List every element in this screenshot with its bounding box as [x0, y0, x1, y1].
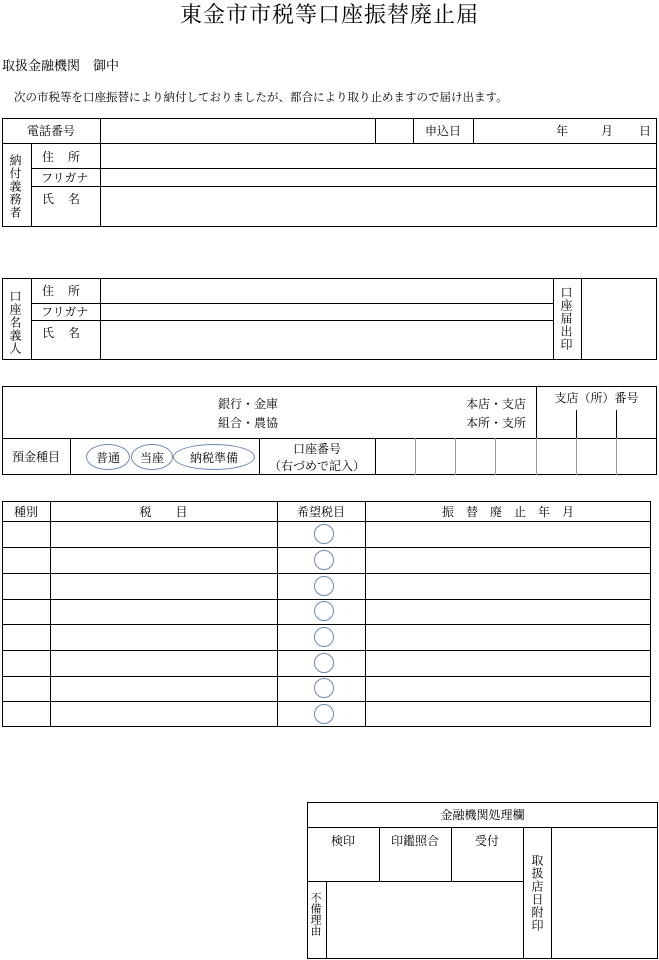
deposit-option-tax-reserve[interactable]: 納税準備 [173, 444, 255, 470]
seal-label: 口座届出印 [559, 286, 573, 351]
date-field[interactable] [474, 119, 656, 142]
col-header-cancel-date: 振 替 廃 止 年 月 [441, 505, 574, 519]
month-label: 月 [601, 124, 614, 138]
phone-field[interactable] [101, 119, 374, 142]
desired-tax-checkbox[interactable] [314, 550, 334, 570]
desired-tax-checkbox[interactable] [314, 704, 334, 724]
day-label: 日 [639, 124, 652, 138]
intro-text: 次の市税等を口座振替により納付しておりましたが、都合により取り止めますので届け出ます。 [14, 90, 508, 104]
taxpayer-address-label: 住 所 [42, 150, 82, 164]
desired-tax-checkbox[interactable] [314, 678, 334, 698]
desired-tax-checkbox[interactable] [314, 627, 334, 647]
taxpayer-address-field[interactable] [101, 144, 656, 167]
bank-types: 銀行・金庫 [218, 397, 279, 411]
holder-name-field[interactable] [101, 321, 552, 359]
page-title: 東金市市税等口座振替廃止届 [179, 3, 479, 28]
received-label: 受付 [474, 834, 499, 848]
desired-tax-checkbox[interactable] [314, 653, 334, 673]
branch-date-seal-label: 取扱店日附印 [530, 854, 544, 932]
phone-label: 電話番号 [26, 124, 75, 138]
year-label: 年 [556, 124, 569, 138]
account-number-field[interactable] [376, 439, 656, 474]
col-header-category: 種別 [13, 505, 38, 519]
holder-address-field[interactable] [101, 279, 552, 302]
deposit-type-label: 預金種目 [12, 450, 61, 464]
date-label: 申込日 [424, 124, 461, 138]
branch-number-label: 支店（所）番号 [554, 391, 639, 405]
desired-tax-checkbox[interactable] [314, 576, 334, 596]
bank-name-field[interactable] [3, 387, 535, 437]
holder-name-label: 氏 名 [42, 326, 82, 340]
account-number-label: 口座番号 [292, 442, 341, 456]
col-header-tax-item: 税 目 [139, 505, 188, 519]
holder-address-label: 住 所 [42, 284, 82, 298]
taxpayer-name-label: 氏 名 [42, 192, 82, 206]
bank-types-2: 組合・農協 [218, 416, 279, 430]
processing-title: 金融機関処理欄 [440, 808, 525, 822]
defect-reason-label: 不備理由 [309, 892, 322, 936]
branch-types: 本店・支店 [466, 397, 527, 411]
holder-group-label: 口座名義人 [8, 290, 22, 355]
col-header-desired: 希望税目 [296, 505, 345, 519]
holder-furigana-label: フリガナ [41, 305, 89, 319]
desired-tax-checkbox[interactable] [314, 601, 334, 621]
account-number-note: （右づめで記入） [268, 459, 365, 473]
deposit-option-ordinary[interactable]: 普通 [86, 444, 130, 470]
deposit-option-current[interactable]: 当座 [131, 444, 173, 470]
seal-field[interactable] [582, 279, 656, 359]
inspect-seal-label: 検印 [330, 834, 355, 848]
taxpayer-furigana-label: フリガナ [41, 171, 89, 185]
taxpayer-group-label: 納付義務者 [8, 154, 22, 219]
seal-check-label: 印鑑照合 [390, 834, 439, 848]
desired-tax-checkbox[interactable] [314, 524, 334, 544]
addressee: 取扱金融機関 御中 [2, 59, 120, 74]
taxpayer-name-field[interactable] [101, 187, 656, 226]
branch-types-2: 本所・支所 [466, 416, 527, 430]
holder-furigana-field[interactable] [101, 304, 552, 319]
taxpayer-furigana-field[interactable] [101, 169, 656, 185]
